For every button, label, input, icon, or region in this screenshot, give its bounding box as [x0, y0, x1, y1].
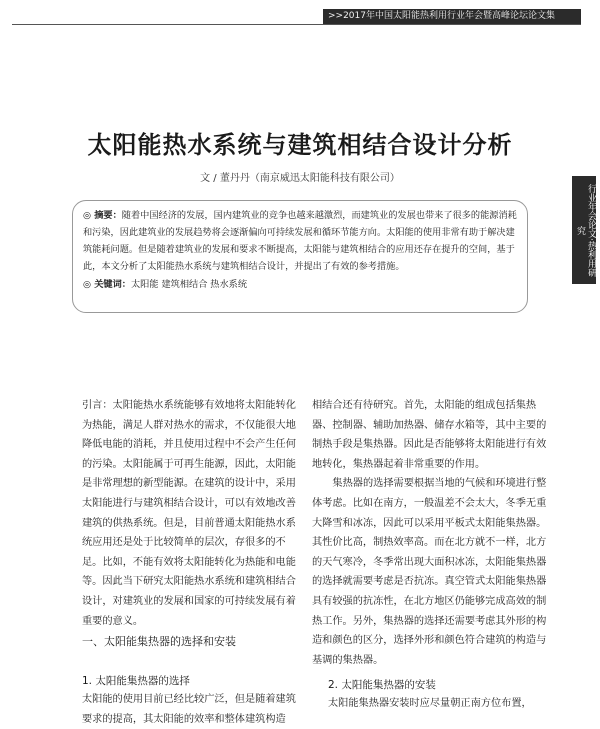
- article-byline: 文 / 董丹丹（南京威迅太阳能科技有限公司）: [200, 173, 400, 184]
- abstract-body: [83, 207, 517, 275]
- journal-banner: >>2017年中国太阳能热利用行业年会暨高峰论坛论文集: [323, 9, 581, 24]
- subsection-2-text: 太阳能集热器安装时应尽量朝正南方位布置，: [328, 698, 532, 709]
- article-title: 太阳能热水系统与建筑相结合设计分析: [87, 130, 513, 159]
- left-column: [82, 396, 304, 631]
- keywords-label: ◎ 关键词：: [83, 279, 131, 290]
- subsection-heading-2: 2. 太阳能集热器的安装: [328, 679, 436, 691]
- abstract-text: 随着中国经济的发展，国内建筑业的竞争也越来越激烈，而建筑业的发展也带来了很多的能源消耗和污染，因此建筑业的发展趋势将会逐渐偏向可持续发展和循环节能方向。太阳能的使用非常有助于解决建筑能耗问题。但是随着建筑业的发展和要求不断提高，太阳能与建筑相结合的应用还存在提升的空间，基于此，本文分析了太阳能热水系统与建筑相结合设计，并提出了有效的参考措施。: [83, 210, 517, 272]
- right-column: [312, 396, 548, 670]
- header-rule: [12, 24, 581, 25]
- right-paragraph-1: 相结合还有待研究。首先，太阳能的组成包括集热器、控制器、辅助加热器、储存水箱等，其中主要的制热手段是集热器。因此是否能够将太阳能进行有效地转化，集热器起着非常重要的作用。: [312, 400, 547, 470]
- abstract-box: [72, 200, 528, 313]
- intro-paragraph: 引言：太阳能热水系统能够有效地将太阳能转化为热能，满足人群对热水的需求，不仅能很大地降低电能的消耗，并且使用过程中不会产生任何的污染。太阳能属于可再生能源，因此，太阳能是非常理想的新型能源。在建筑的设计中，采用太阳能进行与建筑相结合设计，可以有效地改善建筑的供热系统。但是，目前普通太阳能热水系统应用还是处于比较简单的层次，存很多的不足。比如，不能有效将太阳能转化为热能和电能等。因此当下研究太阳能热水系统和建筑相结合设计，对建筑业的发展和国家的可持续发展有着重要的意义。: [82, 400, 296, 627]
- right-paragraph-2: 集热器的选择需要根据当地的气候和环境进行整体考虑。比如在南方，一般温差不会太大，冬季无重大降雪和冰冻，因此可以采用平板式太阳能集热器。其性价比高，制热效率高。而在北方就不一样，北方的天气寒冷，冬季常出现大面积冰冻，太阳能集热器的选择就需要考虑是否抗冻。真空管式太阳能集热器具有较强的抗冻性，在北方地区仍能够完成高效的制热工作。另外，集热器的选择还需要考虑其外形的构造和颜色的区分，选择外形和颜色符合建筑的构造与基调的集热器。: [312, 478, 547, 666]
- abstract-label: ◎ 摘要：: [83, 210, 122, 221]
- section-heading: 一、太阳能集热器的选择和安装: [82, 635, 236, 648]
- keywords-text: 太阳能 建筑相结合 热水系统: [130, 279, 248, 290]
- keywords-line: [83, 276, 517, 293]
- subsection-heading-1: 1. 太阳能集热器的选择: [82, 675, 190, 687]
- side-section-tab: 行业年会论文·热利用研究: [572, 176, 596, 284]
- subsection-1-text: 太阳能的使用目前已经比较广泛，但是随着建筑要求的提高，其太阳能的效率和整体建筑构造: [82, 694, 296, 725]
